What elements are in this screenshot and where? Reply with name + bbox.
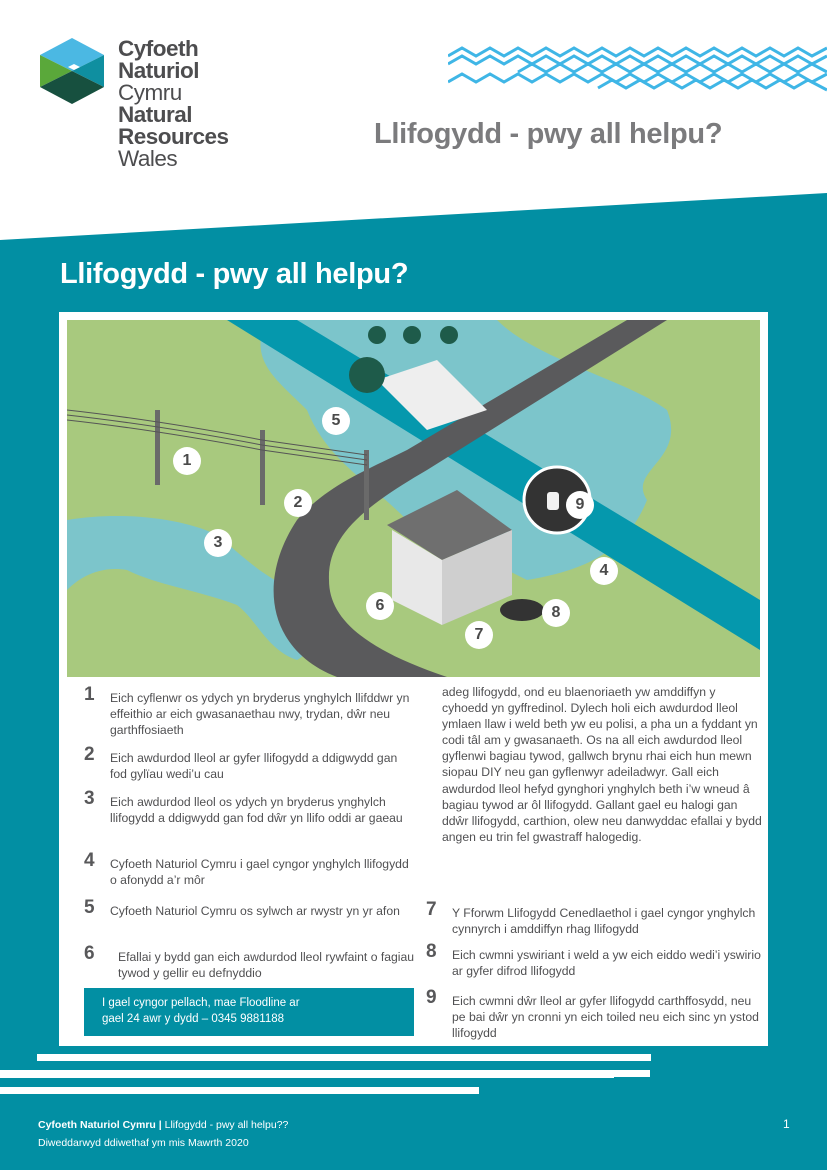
item-text: Efallai y bydd gan eich awdurdod lleol rywfaint o fagiau tywod y gellir eu defnyddio [118,950,415,980]
marker-9: 9 [566,491,594,519]
logo-line: Cymru [118,80,182,105]
flood-illustration [67,320,760,677]
logo-line: Natural [118,102,193,127]
floodline-callout [84,988,414,1036]
logo-line: Cyfoeth [118,36,199,61]
item-number: 4 [84,850,95,871]
item-text: Cyfoeth Naturiol Cymru i gael cyngor ynghylch llifogydd o afonydd a’r môr [110,857,409,887]
marker-6: 6 [366,592,394,620]
content-card [59,312,768,1046]
item-text: Eich awdurdod lleol os ydych yn bryderus ynghylch llifogydd a ddigwydd gan fod dŵr yn llifo oddi ar gaeau [110,795,403,825]
marker-2: 2 [284,489,312,517]
item-number: 1 [84,684,95,705]
marker-8: 8 [542,599,570,627]
item-number: 3 [84,788,95,809]
header-title: Llifogydd - pwy all helpu? [374,118,723,150]
helpers-list-right [426,899,766,1045]
marker-1: 1 [173,447,201,475]
zigzag-waves-icon [448,38,827,94]
footer-line [38,1119,288,1131]
footer-stripe [37,1054,651,1061]
footer-doc-title: Llifogydd - pwy all helpu?? [164,1119,289,1131]
footer-org: Cyfoeth Naturiol Cymru | [38,1119,162,1131]
item-text: Eich awdurdod lleol ar gyfer llifogydd a ddigwydd gan fod gylïau wedi’u cau [110,751,398,781]
nrw-hexagon-logo-icon [38,38,106,104]
page-number: 1 [783,1117,790,1131]
callout-line: I gael cyngor pellach, mae Floodline ar [102,997,300,1009]
page-title: Llifogydd - pwy all helpu? [60,258,409,290]
callout-line: gael 24 awr y dydd – 0345 9881188 [102,1013,285,1025]
nrw-logo [38,38,258,178]
item-text: Eich cyflenwr os ydych yn bryderus ynghylch llifddwr yn effeithio ar eich gwasanaethau nwy, trydan, dŵr neu garthffosiaeth [110,691,410,737]
marker-5: 5 [322,407,350,435]
helpers-list-left [84,684,415,980]
item-number: 2 [84,744,95,765]
logo-line: Resources [118,124,229,149]
footer-stripe [0,1071,614,1078]
item-text: Eich cwmni dŵr lleol ar gyfer llifogydd carthffosydd, neu pe bai dŵr yn cronni yn eich toiled neu eich sinc yn ystod llifogydd [452,994,759,1040]
logo-line: Wales [118,146,178,171]
item-text: Eich cwmni yswiriant i weld a yw eich eiddo wedi’i yswirio ar gyfer difrod llifogydd [452,948,761,978]
marker-7: 7 [465,621,493,649]
footer-stripe [0,1087,479,1094]
marker-4: 4 [590,557,618,585]
item-number: 9 [426,987,437,1008]
logo-wordmark [118,38,229,170]
flood-scene-icon [67,320,760,677]
item-text: Cyfoeth Naturiol Cymru os sylwch ar rwystr yn yr afon [110,904,400,918]
item-number: 5 [84,897,95,918]
logo-line: Naturiol [118,58,200,83]
item-number: 6 [84,943,95,964]
item-number: 7 [426,899,437,920]
footer-updated: Diweddarwyd ddiwethaf ym mis Mawrth 2020 [38,1137,249,1149]
item-text: Y Fforwm Llifogydd Cenedlaethol i gael cyngor ynghylch cynnyrch i amddiffyn rhag llifogydd [452,906,756,936]
item6-continued-text: adeg llifogydd, ond eu blaenoriaeth yw amddiffyn y cyhoedd yn gyffredinol. Dylech holi eich awdurdod lleol ymlaen llaw i weld beth yw eu polisi, a pha un a fyddant yn codi tâl am y gwasanaeth. Os na all eich awdurdod lleol gyflenwi bagiau tywod, gallwch brynu rhai eich hun mewn siopau DIY neu gan gyflenwyr adeiladwyr. Gall eich awdurdod lleol hefyd gynghori ynghylch beth i’w wneud â bagiau tywod ar ôl llifogydd. Gallant gael eu halogi gan ddŵr llifogydd, carthion, olew neu danwyddac efallai y bydd angen eu trin fel gwastraff halogedig. [442,685,762,844]
marker-3: 3 [204,529,232,557]
item-number: 8 [426,941,437,962]
